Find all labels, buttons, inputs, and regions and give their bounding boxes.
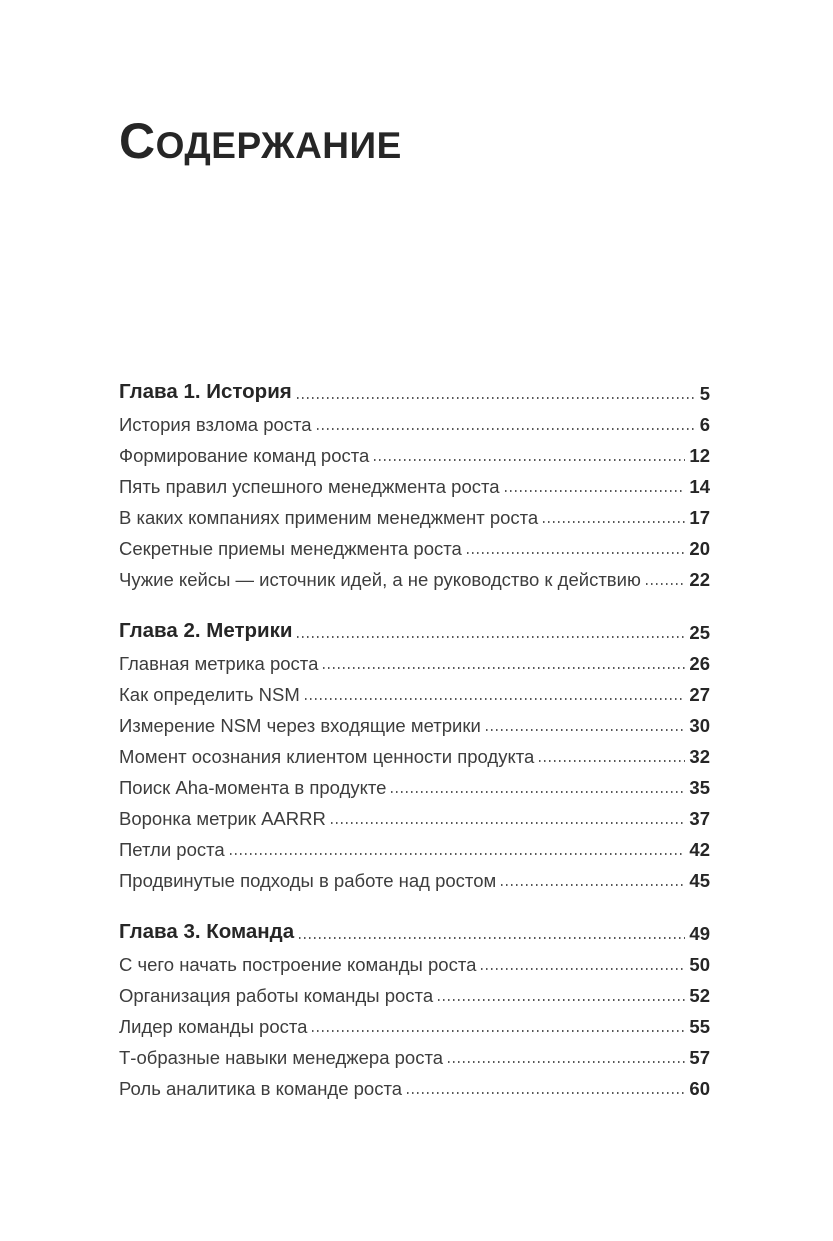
toc-chapter-row: [119, 913, 710, 944]
toc-section: [119, 913, 710, 1099]
dotted-leader: [374, 459, 685, 461]
toc-page-number: 52: [689, 984, 710, 1006]
page-title: СОДЕРЖАНИЕ: [119, 113, 402, 169]
dotted-leader: [230, 853, 686, 855]
toc-page-number: 27: [689, 683, 710, 705]
toc-page-number: 42: [689, 838, 710, 860]
toc-entry-title: Поиск Aha-момента в продукте: [119, 776, 387, 798]
dotted-leader: [297, 397, 696, 399]
toc-entry-title: Момент осознания клиентом ценности продукта: [119, 745, 535, 767]
toc-page-number: 32: [689, 745, 710, 767]
toc-entry-title: Воронка метрик AARRR: [119, 807, 326, 829]
toc-page-number: 6: [699, 413, 710, 435]
toc-entry-row: [119, 497, 710, 528]
toc-page-number: 55: [689, 1015, 710, 1037]
toc-entry-row: [119, 767, 710, 798]
toc-entry-title: Роль аналитика в команде роста: [119, 1077, 403, 1099]
toc-entry-row: [119, 559, 710, 590]
toc-page-number: 12: [689, 444, 710, 466]
toc-page-number: 45: [689, 869, 710, 891]
toc-entry-title: Т-образные навыки менеджера роста: [119, 1046, 444, 1068]
toc-entry-row: [119, 674, 710, 705]
toc-entry-title: С чего начать построение команды роста: [119, 953, 477, 975]
toc-page-number: 35: [689, 776, 710, 798]
toc-page-number: 37: [689, 807, 710, 829]
dotted-leader: [438, 999, 685, 1001]
toc-chapter-title: Глава 3. Команда: [119, 920, 295, 944]
dotted-leader: [505, 490, 686, 492]
dotted-leader: [646, 583, 686, 585]
toc-chapter-row: [119, 612, 710, 643]
toc-entry-title: Организация работы команды роста: [119, 984, 434, 1006]
toc-page-number: 26: [689, 652, 710, 674]
toc-entry-title: Формирование команд роста: [119, 444, 370, 466]
toc-chapter-row: [119, 373, 710, 404]
dotted-leader: [317, 428, 696, 430]
toc-entry-row: [119, 1037, 710, 1068]
toc-entry-row: [119, 404, 710, 435]
toc-entry-row: [119, 1068, 710, 1099]
dotted-leader: [543, 521, 685, 523]
dotted-leader: [323, 667, 685, 669]
dotted-leader: [448, 1061, 685, 1063]
toc-page-number: 20: [689, 537, 710, 559]
toc-page-number: 22: [689, 568, 710, 590]
dotted-leader: [539, 760, 685, 762]
dotted-leader: [312, 1030, 685, 1032]
toc-entry-title: Главная метрика роста: [119, 652, 319, 674]
toc-entry-row: [119, 860, 710, 891]
dotted-leader: [501, 884, 685, 886]
toc-page-number: 49: [689, 922, 710, 944]
toc-entry-title: Секретные приемы менеджмента роста: [119, 537, 462, 559]
dotted-leader: [299, 937, 685, 939]
toc-page-number: 57: [689, 1046, 710, 1068]
dotted-leader: [331, 822, 686, 824]
toc-entry-row: [119, 975, 710, 1006]
toc-entry-title: Чужие кейсы — источник идей, а не руководство к действию: [119, 568, 641, 590]
toc-entry-title: История взлома роста: [119, 413, 312, 435]
dotted-leader: [481, 968, 685, 970]
toc-page-number: 30: [689, 714, 710, 736]
toc-page-number: 60: [689, 1077, 710, 1099]
toc-page-number: 25: [689, 621, 710, 643]
toc-entry-title: Как определить NSM: [119, 683, 300, 705]
toc-entry-row: [119, 643, 710, 674]
toc-chapter-title: Глава 2. Метрики: [119, 619, 293, 643]
dotted-leader: [486, 729, 686, 731]
dotted-leader: [305, 698, 686, 700]
toc-entry-title: Продвинутые подходы в работе над ростом: [119, 869, 497, 891]
toc-entry-row: [119, 528, 710, 559]
toc-entry-title: Пять правил успешного менеджмента роста: [119, 475, 500, 497]
toc-entry-row: [119, 736, 710, 767]
toc-entry-row: [119, 435, 710, 466]
toc-page-number: 14: [689, 475, 710, 497]
dotted-leader: [391, 791, 685, 793]
toc-entry-row: [119, 798, 710, 829]
toc-page-number: 5: [699, 382, 710, 404]
toc-page-number: 50: [689, 953, 710, 975]
toc-page-number: 17: [689, 506, 710, 528]
toc-section: [119, 373, 710, 590]
toc-entry-title: Измерение NSM через входящие метрики: [119, 714, 481, 736]
toc-entry-row: [119, 705, 710, 736]
toc-entry-row: [119, 466, 710, 497]
toc-entry-row: [119, 1006, 710, 1037]
dotted-leader: [297, 636, 685, 638]
toc-section: [119, 612, 710, 891]
toc-entry-row: [119, 829, 710, 860]
toc-entry-title: Лидер команды роста: [119, 1015, 308, 1037]
toc-entry-title: В каких компаниях применим менеджмент роста: [119, 506, 539, 528]
toc-entry-title: Петли роста: [119, 838, 225, 860]
toc-entry-row: [119, 944, 710, 975]
table-of-contents: [119, 373, 710, 1099]
dotted-leader: [407, 1092, 685, 1094]
toc-chapter-title: Глава 1. История: [119, 380, 292, 404]
dotted-leader: [467, 552, 686, 554]
